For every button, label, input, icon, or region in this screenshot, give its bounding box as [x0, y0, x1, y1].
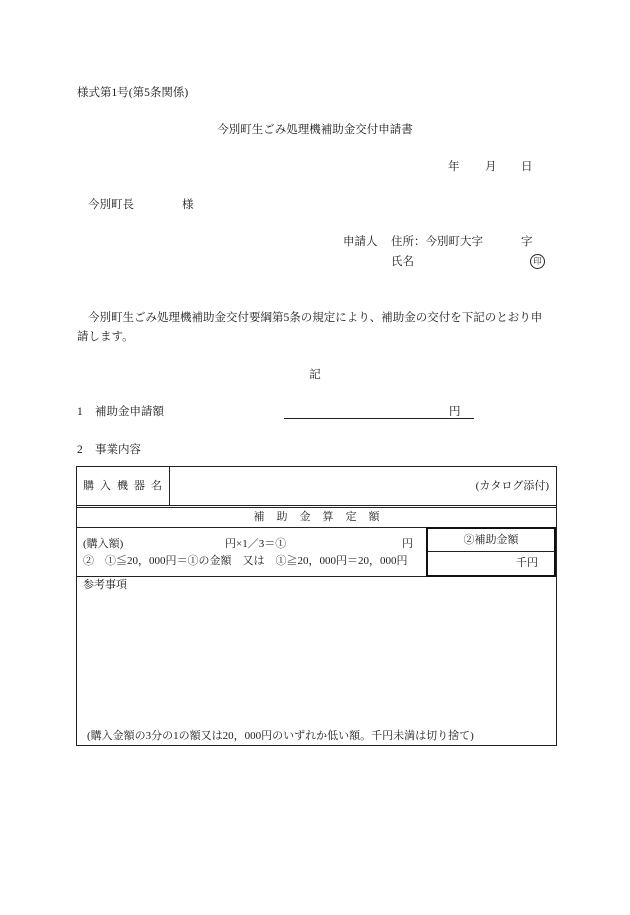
- formula-unit: 円: [402, 538, 413, 550]
- item-2-number: 2: [77, 444, 83, 456]
- addressee-honorific: 様: [182, 199, 194, 211]
- form-title: 今別町生ごみ処理機補助金交付申請書: [217, 124, 413, 136]
- subsidy-unit: 千円: [516, 557, 538, 569]
- calc-header: 補助金算定額: [77, 508, 556, 528]
- date-day-label: 日: [521, 161, 533, 173]
- formula: 円×1／3＝①: [225, 538, 287, 550]
- body-line-2: 請します。: [77, 331, 134, 343]
- footnote: (購入金額の3分の1の額又は20，000円のいずれか低い額。千円未満は切り捨て): [87, 730, 474, 742]
- notes-label: 参考事項: [83, 579, 127, 591]
- item-1-number: 1: [77, 406, 83, 418]
- applicant-label: 申請人: [343, 236, 378, 248]
- notation-mark: 記: [309, 369, 321, 381]
- device-row: [77, 467, 556, 508]
- subsidy-label: ②補助金額: [428, 529, 554, 552]
- body-line-1: 今別町生ごみ処理機補助金交付要綱第5条の規定により、補助金の交付を下記のとおり申: [88, 312, 543, 324]
- address-label: 住所：今別町大字: [391, 236, 483, 248]
- item-1-unit: 円: [449, 406, 461, 418]
- item-2-label: 事業内容: [95, 444, 141, 456]
- calc-rule: ② ①≦20，000円＝①の金額 又は ①≧20，000円＝20，000円: [83, 555, 408, 567]
- subsidy-amount-box: [426, 527, 556, 577]
- device-label: 購入機器名: [77, 467, 170, 505]
- address-suffix: 字: [521, 236, 533, 248]
- addressee-name: 今別町長: [88, 199, 134, 211]
- form-number: 様式第1号(第5条関係): [77, 87, 189, 99]
- amount-underline: [284, 418, 474, 419]
- project-details-table: [76, 466, 557, 746]
- date-year-label: 年: [448, 161, 460, 173]
- name-label: 氏名: [391, 256, 414, 268]
- seal-mark: 印: [530, 254, 545, 269]
- purchase-label: (購入額): [83, 538, 124, 550]
- item-1-label: 補助金申請額: [95, 406, 164, 418]
- catalog-note: (カタログ添付): [475, 480, 549, 492]
- date-month-label: 月: [485, 161, 497, 173]
